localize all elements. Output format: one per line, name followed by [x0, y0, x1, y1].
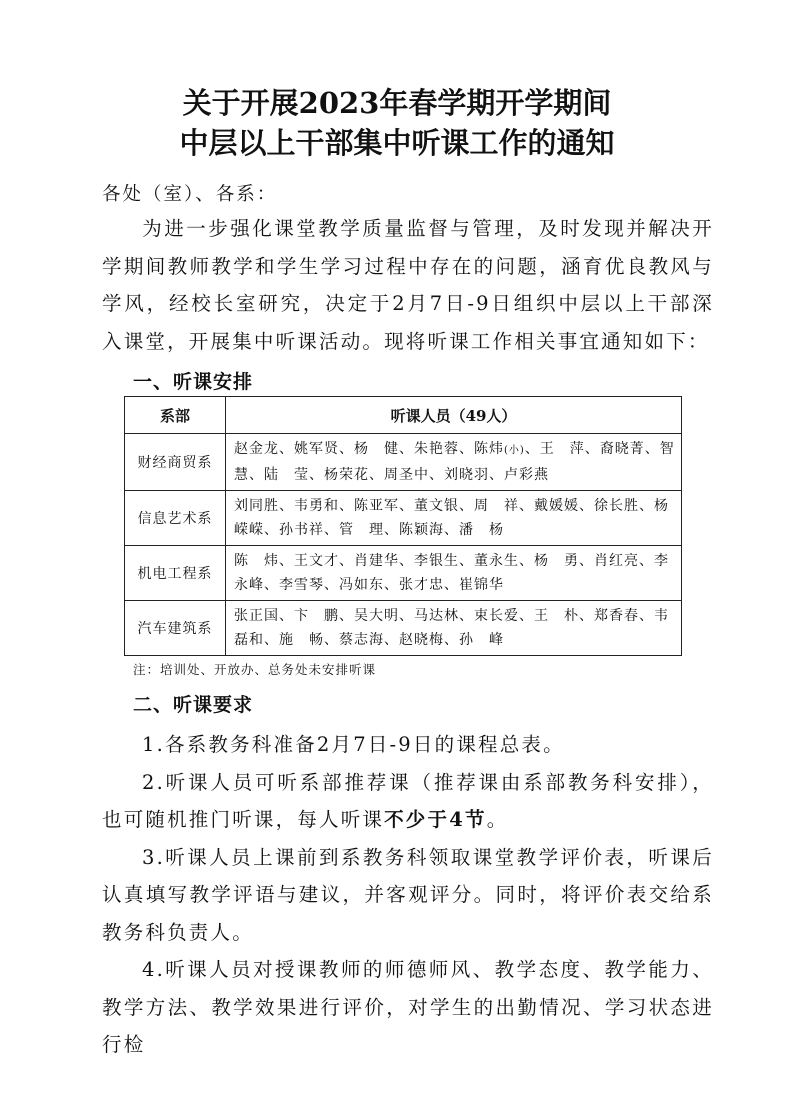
table-row — [125, 491, 682, 546]
intro-paragraph — [102, 210, 714, 360]
names-cell: 刘同胜、韦勇和、陈亚军、董文银、周 祥、戴媛媛、徐长胜、杨嵘嵘、孙书祥、管 理、陈颖海、潘 杨 — [226, 491, 682, 546]
dept-cell: 财经商贸系 — [125, 434, 226, 491]
schedule-table — [124, 396, 690, 656]
names-text-cont: 、王 萍、裔晓菁、智 慧、陆 莹、杨荣花、周圣中、刘晓羽、卢彩燕 — [234, 441, 690, 483]
requirement-2 — [102, 764, 714, 839]
requirement-2-emphasis: 不少于4节 — [384, 808, 487, 831]
table-note: 注：培训处、开放办、总务处未安排听课 — [133, 662, 377, 677]
requirements — [102, 726, 714, 1064]
dept-cell: 汽车建筑系 — [125, 601, 226, 656]
table-row — [125, 546, 682, 601]
dept-cell: 信息艺术系 — [125, 491, 226, 546]
requirement-2-text: 2.听课人员可听系部推荐课（推荐课由系部教务科安排），也可随机推门听课，每人听课 — [102, 770, 714, 831]
requirement-2-end: 。 — [486, 808, 509, 831]
title-line-2: 中层以上干部集中听课工作的通知 — [179, 126, 615, 160]
intro-text: 为进一步强化课堂教学质量监督与管理，及时发现并解决开学期间教师教学和学生学习过程中存在的问题，涵育优良教风与学风，经校长室研究，决定于2月7日-9日组织中层以上干部深入课堂，开展集中听课活动。现将听课工作相关事宜通知如下： — [102, 217, 714, 353]
header-people: 听课人员（49人） — [226, 397, 682, 434]
names-text: 赵金龙、姚军贤、杨 健、朱艳蓉、陈炜 — [234, 441, 504, 457]
section-heading-1: 一、听课安排 — [133, 371, 254, 393]
names-cell: 张正国、卞 鹏、吴大明、马达林、束长爱、王 朴、郑香春、韦磊和、施 畅、蔡志海、赵晓梅、孙 峰 — [226, 601, 682, 656]
section-heading-2: 二、听课要求 — [133, 694, 254, 716]
names-cell — [226, 434, 690, 491]
requirement-3: 3.听课人员上课前到系教务科领取课堂教学评价表，听课后认真填写教学评语与建议，并客观评分。同时，将评价表交给系教务科负责人。 — [102, 845, 714, 944]
greeting: 各处（室）、各系： — [102, 184, 278, 205]
names-small-note: (小) — [504, 445, 525, 456]
title-line-1: 关于开展2023年春学期开学期间 — [182, 86, 612, 120]
table-row — [125, 434, 682, 491]
requirement-1: 1.各系教务科准备2月7日-9日的课程总表。 — [142, 733, 565, 756]
names-cell: 陈 炜、王文才、肖建华、李银生、董永生、杨 勇、肖红亮、李永峰、李雪琴、冯如东、张才忠、崔锦华 — [226, 546, 682, 601]
table-header-row — [125, 397, 682, 434]
table-row — [125, 601, 682, 656]
header-dept: 系部 — [125, 397, 226, 434]
dept-cell: 机电工程系 — [125, 546, 226, 601]
requirement-4: 4.听课人员对授课教师的师德师风、教学态度、教学能力、教学方法、教学效果进行评价，对学生的出勤情况、学习状态进行检 — [102, 958, 714, 1056]
